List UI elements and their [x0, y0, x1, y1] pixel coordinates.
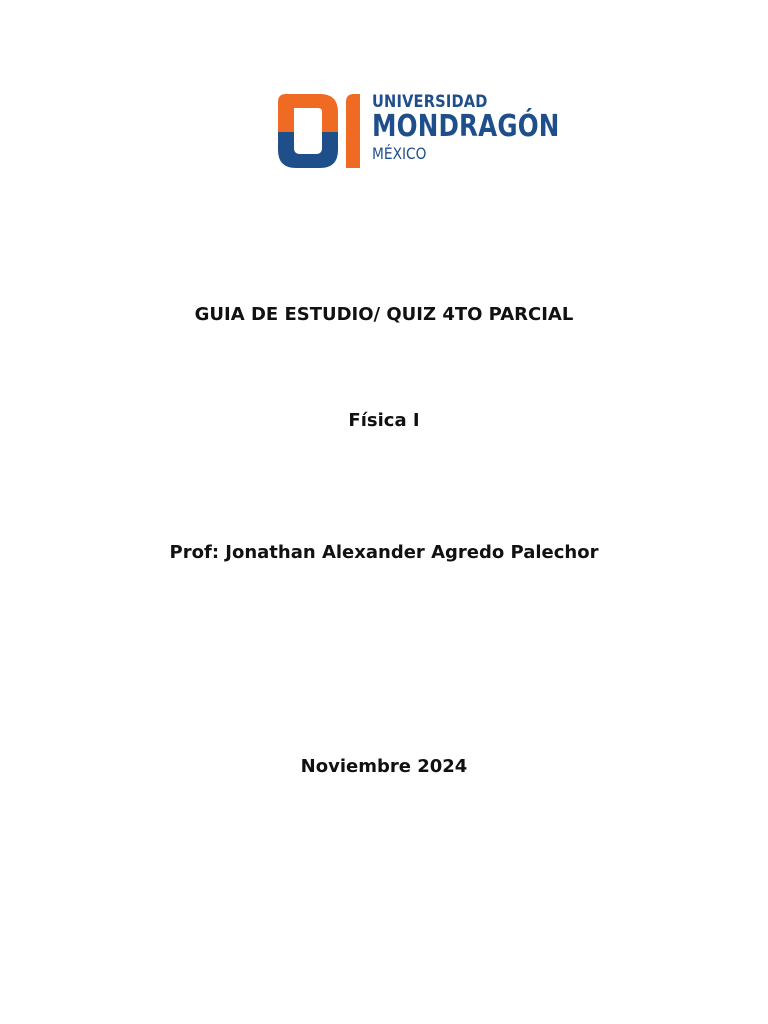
professor-name: Prof: Jonathan Alexander Agredo Palechor: [169, 542, 599, 563]
document-title: GUIA DE ESTUDIO/ QUIZ 4TO PARCIAL: [194, 304, 574, 325]
university-logo: [276, 92, 560, 170]
university-logo-text: [372, 92, 560, 170]
logo-text-mexico: MÉXICO: [372, 144, 427, 163]
course-subject: Física I: [348, 410, 420, 431]
logo-text-universidad: UNIVERSIDAD: [372, 92, 488, 112]
university-logo-mark: [276, 92, 362, 170]
document-date: Noviembre 2024: [300, 756, 468, 777]
logo-text-mondragon: MONDRAGÓN: [372, 109, 560, 144]
